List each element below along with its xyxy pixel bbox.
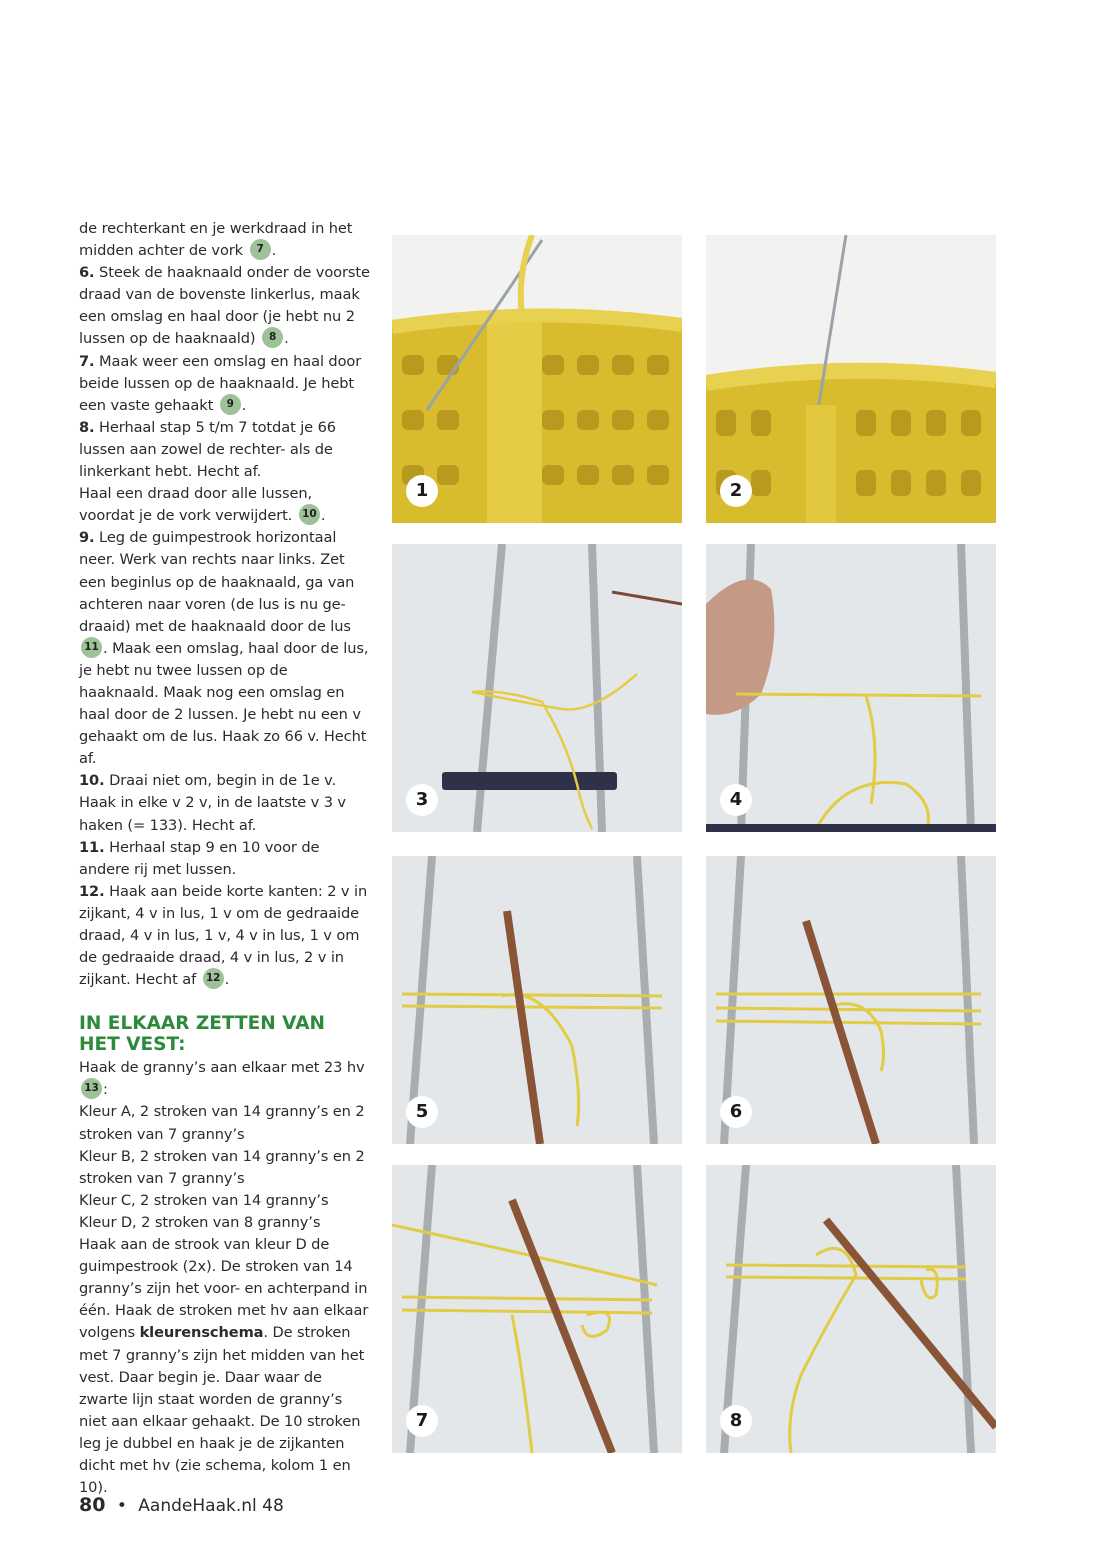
color-scheme-term: kleurenschema — [139, 1324, 264, 1342]
step-number: 1 — [406, 475, 438, 507]
step-photo-2 — [706, 235, 996, 523]
step-number: 3 — [406, 784, 438, 816]
color-c-line: Kleur C, 2 stroken van 14 granny’s — [79, 1191, 329, 1209]
step-photo-8 — [706, 1165, 996, 1453]
footer-bullet: • — [116, 1496, 127, 1516]
photo-hook-on-fork — [392, 856, 682, 1144]
step-number: 5 — [406, 1096, 438, 1128]
photo-crochet-fabric — [706, 235, 996, 523]
photo-crochet-fabric — [392, 235, 682, 523]
page-number: 80 — [79, 1494, 106, 1516]
photo-hook-on-fork — [706, 856, 996, 1144]
step-photo-5 — [392, 856, 682, 1144]
step-photo-1 — [392, 235, 682, 523]
page-footer — [79, 1494, 284, 1516]
photo-ref-badge: 12 — [203, 968, 224, 989]
photo-ref-badge: 13 — [81, 1078, 102, 1099]
photo-ref-badge: 11 — [81, 637, 102, 658]
photo-ref-badge: 8 — [262, 327, 283, 348]
step-photo-4 — [706, 544, 996, 832]
magazine-name: AandeHaak.nl 48 — [138, 1496, 284, 1516]
photo-ref-badge: 7 — [250, 239, 271, 260]
photo-hook-on-fork — [392, 1165, 682, 1453]
step-photo-3 — [392, 544, 682, 832]
paragraph-step6: 6. Steek de haaknaald onder de voorste draad van de bovenste linkerlus, maak een omslag en haal door (je hebt nu 2 lussen op de haaknaald) 8 . — [79, 264, 370, 348]
photo-hairpin-fork-hand — [706, 544, 996, 832]
step-photo-7 — [392, 1165, 682, 1453]
step-number: 8 — [720, 1405, 752, 1437]
color-b-line: Kleur B, 2 stroken van 14 granny’s en 2 stroken van 7 granny’s — [79, 1147, 365, 1187]
paragraph-step10: 10. Draai niet om, begin in de 1e v. Haak in elke v 2 v, in de laatste v 3 v haken (= 133). Hecht af. — [79, 772, 346, 834]
color-d-line: Kleur D, 2 stroken van 8 granny’s — [79, 1213, 321, 1231]
paragraph-step12: 12. Haak aan beide korte kanten: 2 v in zijkant, 4 v in lus, 1 v om de gedraaide draad, 4 v in lus, 1 v, 4 v in lus, 1 v om de gedraaide draad, 4 v in lus, 2 v in zijkant. Hecht af 12 . — [79, 882, 368, 989]
step-number: 2 — [720, 475, 752, 507]
section-heading: IN ELKAAR ZETTEN VAN HET VEST: — [79, 1013, 326, 1056]
step-photo-6 — [706, 856, 996, 1144]
photo-ref-badge: 9 — [220, 394, 241, 415]
paragraph-step8: 8. Herhaal stap 5 t/m 7 totdat je 66 lussen aan zowel de rechter- als de linkerkant hebt. Hecht af. — [79, 418, 336, 481]
photo-hairpin-fork — [392, 544, 682, 832]
paragraph-step9: 9. Leg de guimpestrook horizontaal neer. Werk van rechts naar links. Zet een beginlus op de haaknaald, ga van achteren naar voren (de lus is nu ge-draaid) met de haaknaald door de lus 11 . Maak een omslag, haal door de lus, je hebt nu twee lussen op de haaknaald. Maak nog een omslag en haal door de 2 lussen. Je hebt nu een v gehaakt om de lus. Haak zo 66 v. Hecht af. — [79, 529, 369, 768]
paragraph-assembly-intro: Haak de granny’s aan elkaar met 23 hv 13 : — [79, 1059, 365, 1099]
color-a-line: Kleur A, 2 stroken van 14 granny’s en 2 stroken van 7 granny’s — [79, 1103, 365, 1143]
photo-hook-on-fork — [706, 1165, 996, 1453]
paragraph-step11: 11. Herhaal stap 9 en 10 voor de andere rij met lussen. — [79, 838, 320, 878]
photo-ref-badge: 10 — [299, 504, 320, 525]
paragraph-step5-end: de rechterkant en je werkdraad in het midden achter de vork 7 . — [79, 220, 353, 260]
paragraph-assembly-body: Haak aan de strook van kleur D de guimpestrook (2x). De stroken van 14 granny’s zijn het voor- en achterpand in één. Haak de stroken met hv aan elkaar volgens kleurenschema. De stroken met 7 granny’s zijn het midden van het vest. Daar begin je. Daar waar de zwarte lijn staat worden de granny’s niet aan elkaar gehaakt. De 10 stroken leg je dubbel en haak je de zijkanten dicht met hv (zie schema, kolom 1 en 10). — [79, 1236, 369, 1497]
step-number: 7 — [406, 1405, 438, 1437]
paragraph-step7: 7. Maak weer een omslag en haal door beide lussen op de haaknaald. Je hebt een vaste gehaakt 9 . — [79, 352, 362, 414]
paragraph-step8b: Haal een draad door alle lussen, voordat je de vork verwijdert. 10 . — [79, 485, 326, 525]
instructions-column — [79, 218, 371, 1499]
step-number: 4 — [720, 784, 752, 816]
step-number: 6 — [720, 1096, 752, 1128]
